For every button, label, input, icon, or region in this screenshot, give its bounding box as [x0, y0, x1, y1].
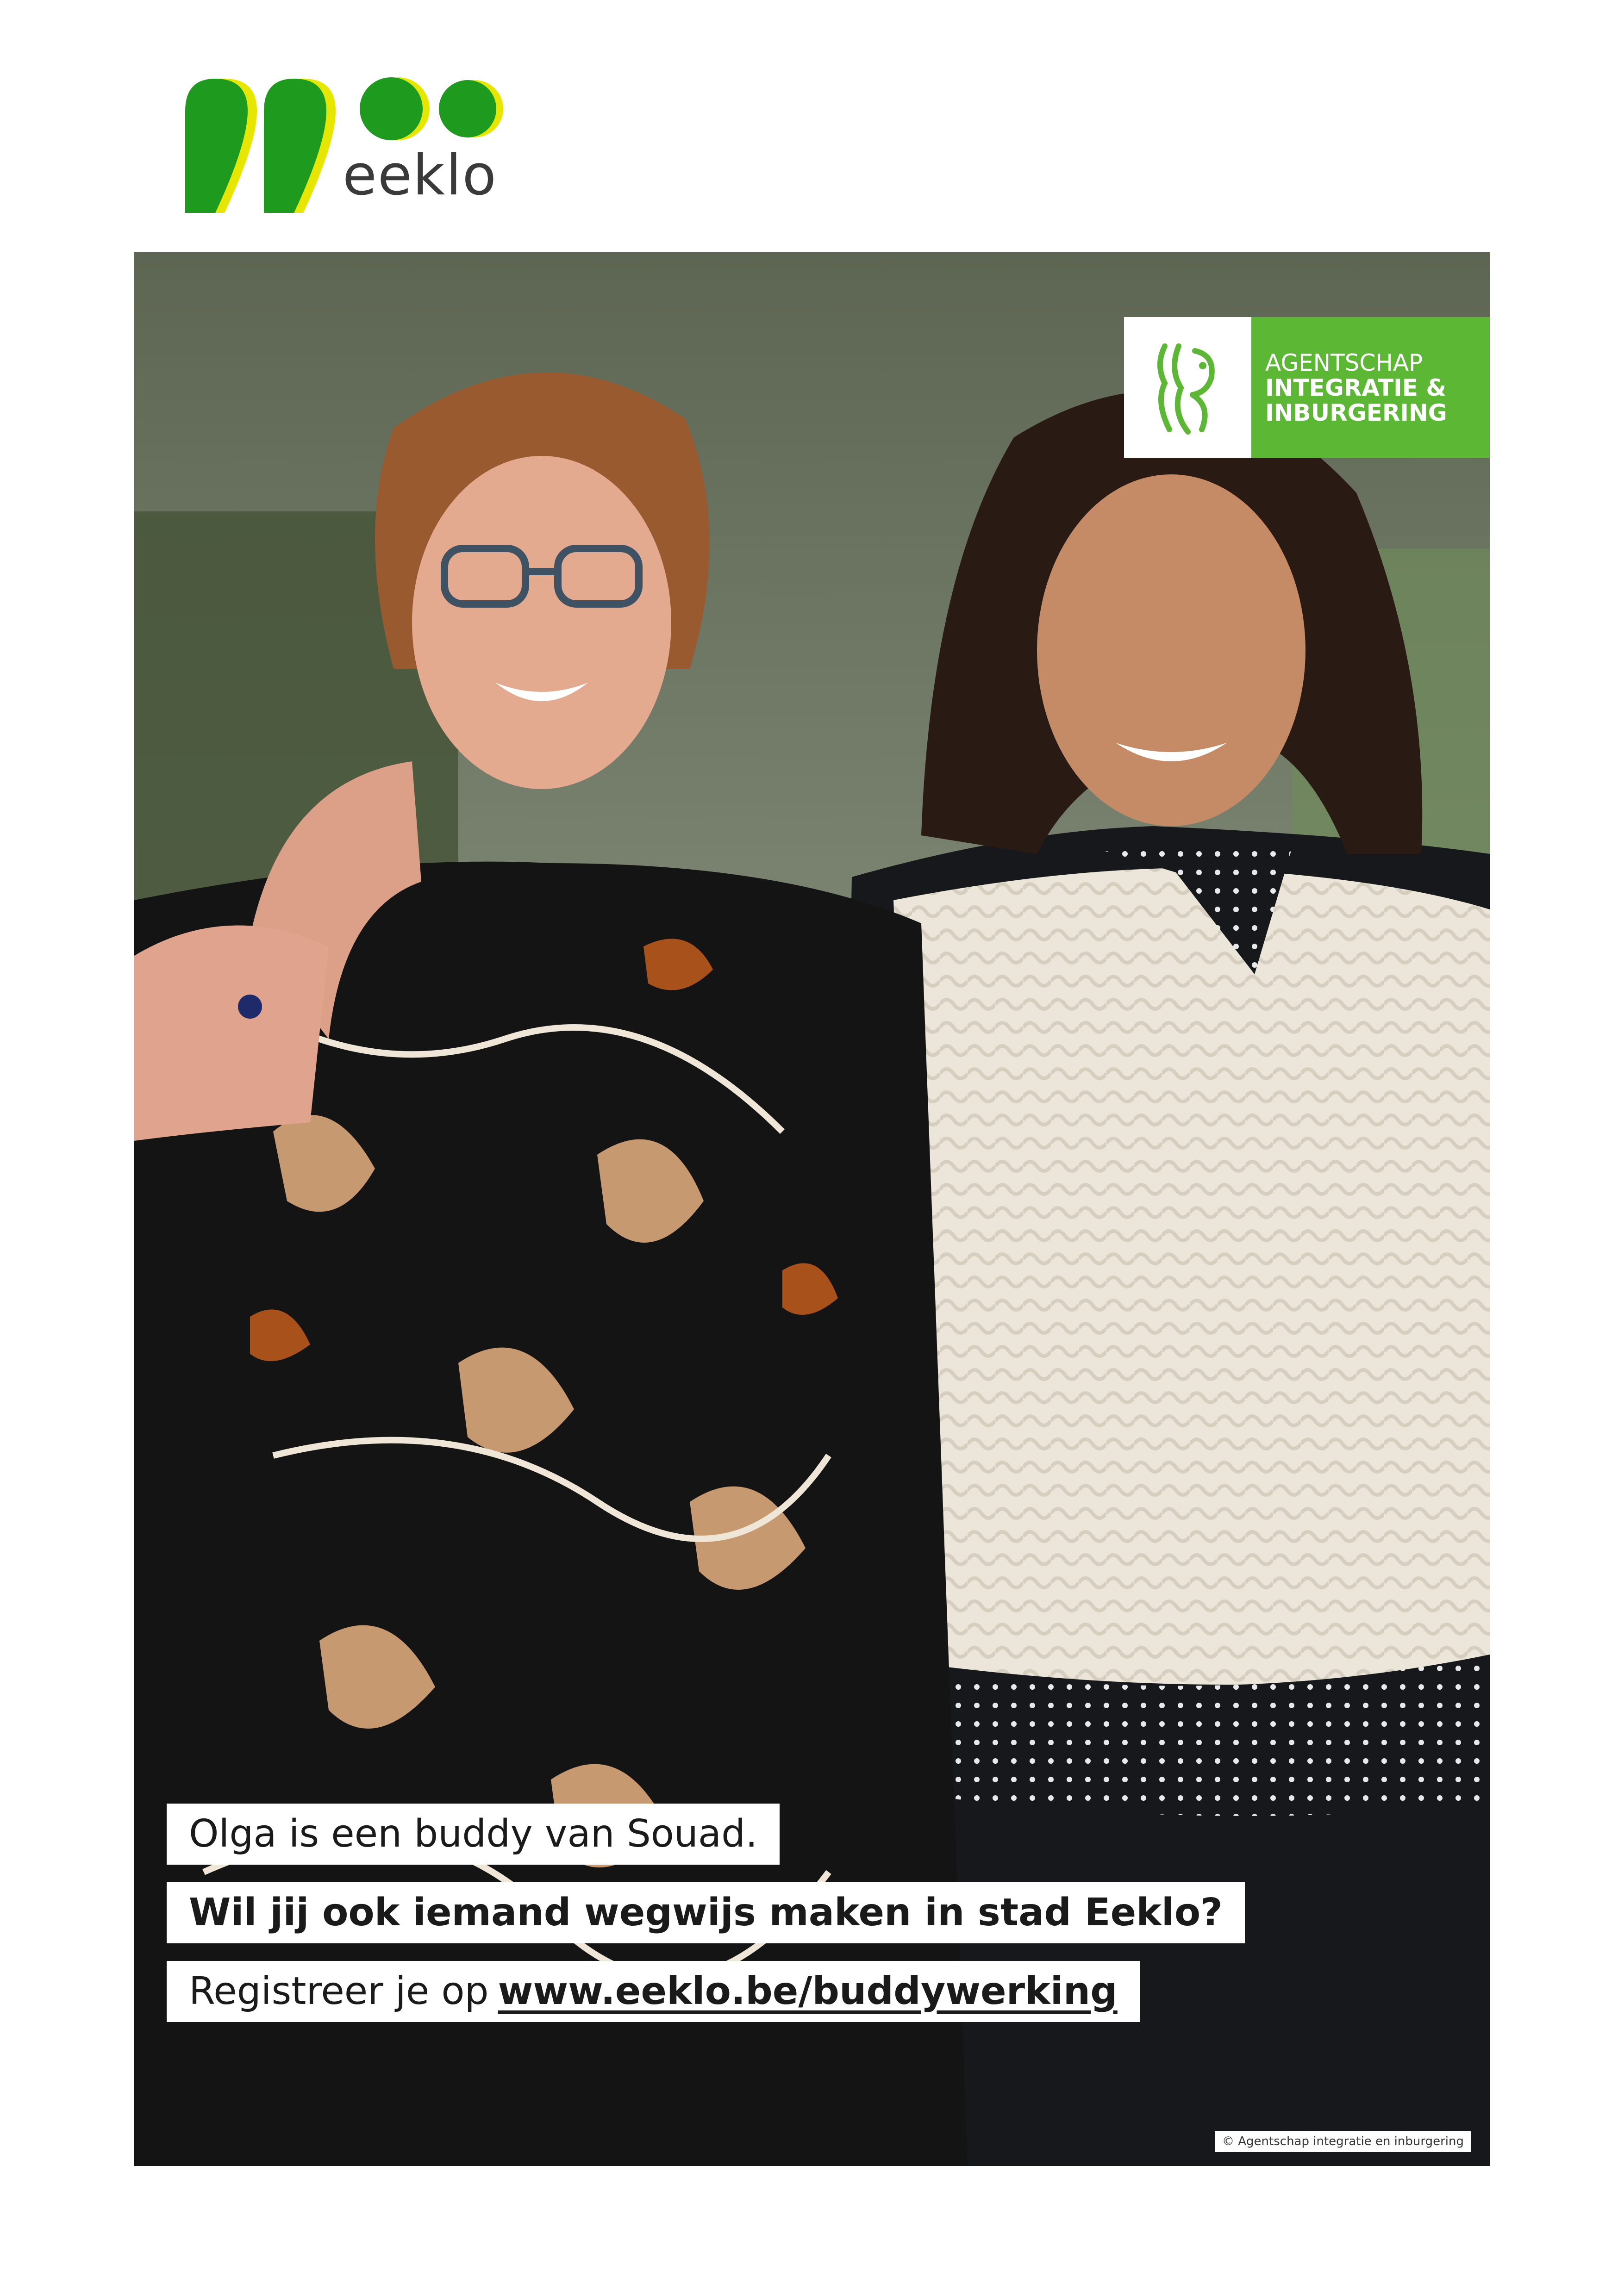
caption-question: Wil jij ook iemand wegwijs maken in stad Eeklo? [167, 1882, 1245, 1943]
agency-line-1: AGENTSCHAP [1265, 349, 1423, 376]
flemish-lion-icon [1151, 337, 1225, 439]
eeklo-logo [181, 74, 505, 222]
hero-photo [134, 252, 1490, 2166]
caption-buddy-statement: Olga is een buddy van Souad. [167, 1804, 780, 1865]
agency-badge [1124, 317, 1490, 458]
buddywerking-link[interactable]: www.eeklo.be/buddywerking [498, 1969, 1118, 2013]
caption-register [167, 1961, 1140, 2022]
agency-line-2: INTEGRATIE & [1265, 374, 1446, 401]
agency-lion-box [1124, 317, 1251, 458]
copyright-notice: © Agentschap integratie en inburgering [1215, 2131, 1471, 2152]
agency-line-3: INBURGERING [1265, 399, 1447, 426]
register-prefix: Registreer je op [189, 1969, 489, 2013]
photo-illustration [134, 252, 1490, 2166]
agency-name [1251, 317, 1490, 458]
eeklo-wordmark: eeklo [343, 143, 497, 208]
